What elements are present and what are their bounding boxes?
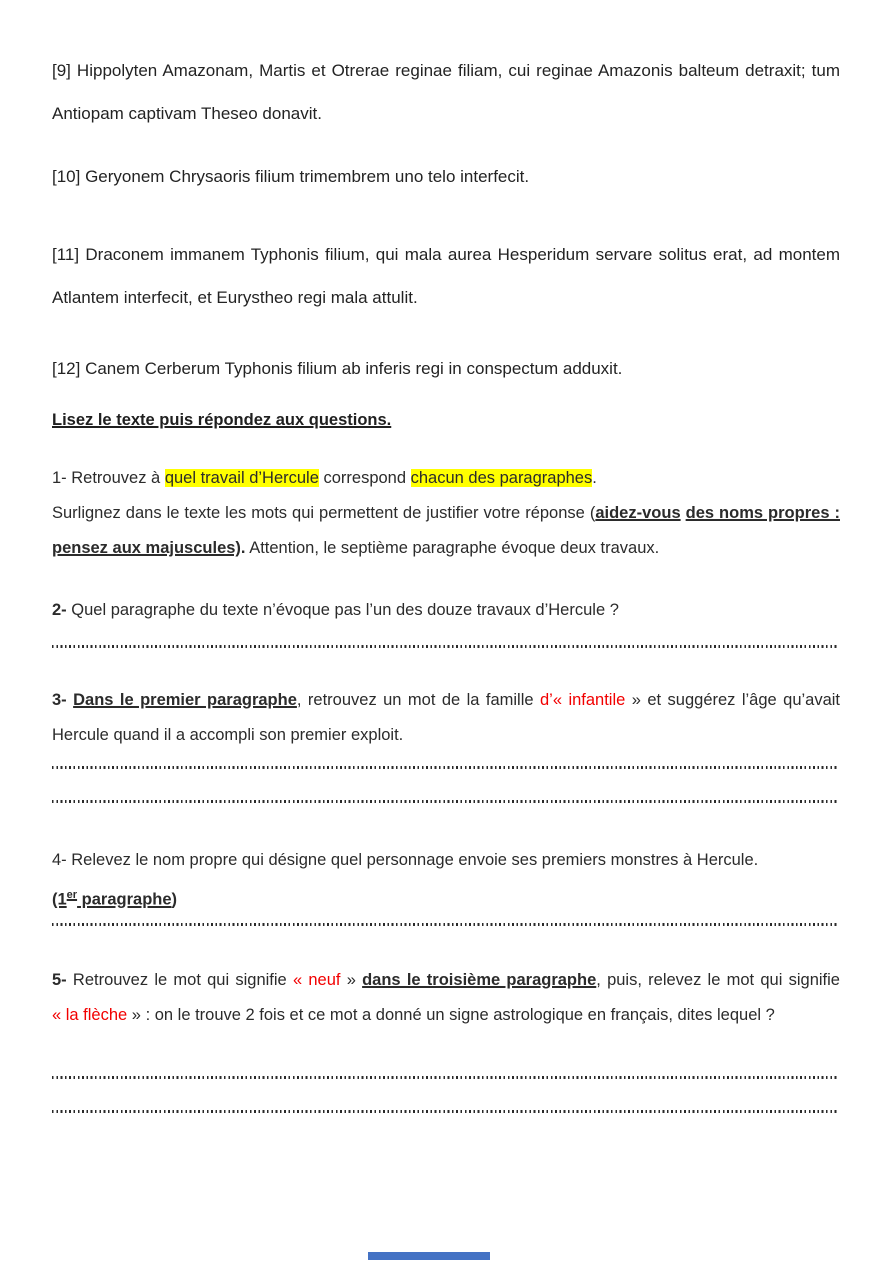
question-1-instruction: Surlignez dans le texte les mots qui permettent de justifier votre réponse (: [52, 504, 596, 522]
question-5-red-word-2: « la flèche: [52, 1006, 128, 1024]
question-3: [52, 683, 840, 753]
question-1-highlight-2: chacun des paragraphes: [410, 469, 593, 487]
question-1-bold-dot: .: [240, 539, 246, 557]
question-1-line2: [52, 496, 840, 566]
latin-paragraph-11: [52, 233, 840, 319]
question-4-superscript: er: [66, 889, 78, 901]
question-1-end-dot: .: [592, 469, 597, 487]
question-3-text-2: » et suggérez l’âge qu’avait Hercule quand il a accompli son premier exploit.: [52, 691, 841, 744]
latin-paragraph-12-text: [12] Canem Cerberum Typhonis filium ab inferis regi in conspectum adduxit.: [52, 359, 623, 378]
question-5-number: 5-: [52, 971, 73, 989]
answer-dotted-line: [52, 923, 838, 926]
instruction-heading-text: Lisez le texte puis répondez aux questions.: [52, 411, 392, 429]
latin-paragraph-10: [52, 155, 840, 198]
latin-paragraph-11-text: [11] Draconem immanem Typhonis filium, qui mala aurea Hesperidum servare solitus erat, ad montem Atlantem interfecit, et Eurystheo regi mala attulit.: [52, 245, 840, 307]
question-5-red-word-1: « neuf: [292, 971, 341, 989]
question-1-highlight-1: quel travail d’Hercule: [164, 469, 319, 487]
question-2: [52, 593, 840, 628]
question-1-attention-note: Attention, le septième paragraphe évoque deux travaux.: [245, 539, 660, 557]
question-3-text-1: , retrouvez un mot de la famille: [296, 691, 540, 709]
question-5-text-1: Retrouvez le mot qui signifie: [72, 971, 293, 989]
bottom-blue-bar: [368, 1252, 490, 1260]
question-4: [52, 843, 840, 918]
question-1-mid: correspond: [318, 469, 411, 487]
question-5: [52, 963, 840, 1033]
question-5-text-3: , puis, relevez le mot qui signifie: [596, 971, 840, 989]
answer-dotted-line: [52, 645, 838, 648]
answer-dotted-line: [52, 1110, 838, 1113]
question-4-paren-close: ): [171, 890, 178, 909]
question-2-text: Quel paragraphe du texte n’évoque pas l’un des douze travaux d’Hercule ?: [71, 601, 619, 619]
instruction-heading: [52, 403, 840, 438]
question-2-number: 2-: [52, 601, 72, 619]
question-3-bold-underline: Dans le premier paragraphe: [73, 691, 297, 709]
latin-paragraph-9: [52, 49, 840, 135]
answer-dotted-line: [52, 766, 838, 769]
question-3-red-word: d’« infantile: [540, 691, 626, 709]
question-5-bold-underline: dans le troisième paragraphe: [362, 971, 597, 989]
question-5-text-4: » : on le trouve 2 fois et ce mot a donné un signe astrologique en français, dites lequel ?: [127, 1006, 775, 1024]
question-4-paren-open: (1: [52, 890, 67, 909]
question-1-line1: [52, 461, 840, 496]
question-4-text: 4- Relevez le nom propre qui désigne quel personnage envoie ses premiers monstres à Hercule.: [52, 851, 759, 869]
question-1-lead: 1- Retrouvez à: [52, 469, 165, 487]
latin-paragraph-10-text: [10] Geryonem Chrysaoris filium trimembrem uno telo interfecit.: [52, 167, 530, 186]
latin-paragraph-9-text: [9] Hippolyten Amazonam, Martis et Otrerae reginae filiam, cui reginae Amazonis balteum detraxit; tum Antiopam captivam Theseo donavit.: [52, 61, 840, 123]
question-1-bold-underline-2: des noms propres : pensez aux majuscules): [52, 504, 840, 557]
answer-dotted-line: [52, 800, 838, 803]
question-1-bold-underline-1: aidez-vous: [595, 504, 681, 522]
latin-paragraph-12: [52, 347, 840, 390]
question-3-number: 3-: [52, 691, 74, 709]
question-5-text-2: »: [340, 971, 363, 989]
question-4-paren-word: paragraphe: [77, 890, 172, 909]
answer-dotted-line: [52, 1076, 838, 1079]
